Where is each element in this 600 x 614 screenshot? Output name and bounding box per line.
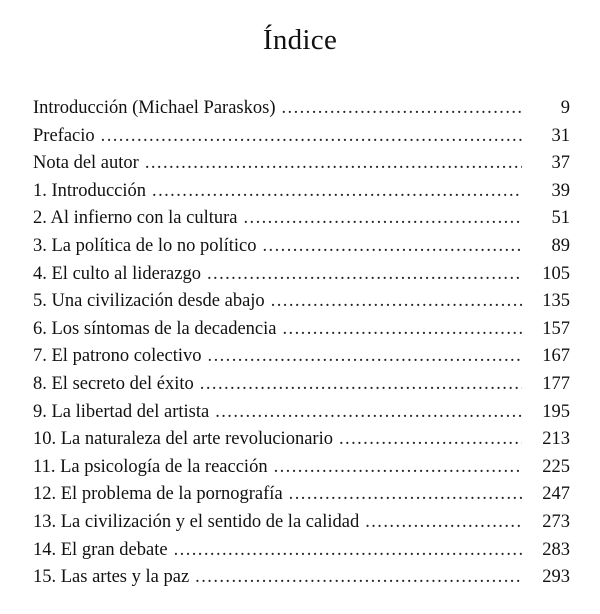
toc-entry-title: 8. El secreto del éxito (33, 373, 194, 394)
toc-entry-page-number: 225 (542, 456, 570, 477)
toc-entry-page-number: 157 (542, 318, 570, 339)
toc-dot-leader (281, 95, 522, 123)
toc-entry-page-number: 213 (542, 429, 570, 450)
toc-entry-page-number: 195 (542, 401, 570, 422)
toc-dot-leader (195, 564, 522, 592)
toc-entry (33, 261, 570, 289)
toc-entry-page-number: 283 (542, 539, 570, 560)
toc-entry-title: 13. La civilización y el sentido de la calidad (33, 511, 360, 532)
toc-dot-leader (289, 481, 522, 509)
toc-dot-leader (174, 537, 522, 565)
toc-entry-title: 9. La libertad del artista (33, 401, 210, 422)
toc-entry-page-number: 247 (542, 484, 570, 505)
toc-dot-leader (243, 205, 522, 233)
toc-entry (33, 233, 570, 261)
toc-entry-title: 11. La psicología de la reacción (33, 456, 268, 477)
toc-dot-leader (274, 454, 522, 482)
toc-entry (33, 95, 570, 123)
toc-entry-title: Nota del autor (33, 153, 139, 174)
toc-dot-leader (263, 233, 523, 261)
toc-entry-title: 7. El patrono colectivo (33, 346, 202, 367)
toc-entry (33, 343, 570, 371)
toc-entry (33, 399, 570, 427)
toc-entry (33, 371, 570, 399)
toc-entry-page-number: 293 (542, 567, 570, 588)
toc-entry-title: 3. La política de lo no político (33, 235, 257, 256)
toc-entry-title: 6. Los síntomas de la decadencia (33, 318, 277, 339)
toc-entry-page-number: 9 (560, 98, 570, 118)
toc-entry-page-number: 177 (542, 373, 570, 394)
toc-dot-leader (207, 261, 522, 289)
toc-entry (33, 454, 570, 482)
toc-entry-page-number: 135 (542, 291, 570, 312)
page-title: Índice (262, 24, 338, 56)
toc-entry (33, 426, 570, 454)
toc-entry (33, 123, 570, 151)
toc-entry-page-number: 37 (551, 153, 570, 174)
toc-dot-leader (208, 343, 522, 371)
toc-entry-title: 4. El culto al liderazgo (33, 263, 201, 284)
toc-entry-page-number: 51 (551, 208, 570, 229)
toc-dot-leader (339, 426, 522, 454)
toc-entry (33, 564, 570, 592)
toc-entry-title: 2. Al infierno con la cultura (33, 208, 238, 229)
toc-dot-leader (200, 371, 522, 399)
table-of-contents (33, 95, 570, 592)
toc-entry-title: 15. Las artes y la paz (33, 567, 190, 588)
toc-entry (33, 537, 570, 565)
toc-entry-page-number: 167 (542, 346, 570, 367)
toc-entry-title: 1. Introducción (33, 180, 147, 201)
toc-dot-leader (283, 316, 523, 344)
toc-entry (33, 150, 570, 178)
toc-entry (33, 178, 570, 206)
toc-dot-leader (365, 509, 522, 537)
toc-entry-title: 14. El gran debate (33, 539, 168, 560)
toc-entry-page-number: 89 (551, 235, 570, 256)
toc-dot-leader (152, 178, 522, 206)
toc-entry-title: 5. Una civilización desde abajo (33, 291, 265, 312)
toc-entry (33, 481, 570, 509)
toc-entry (33, 205, 570, 233)
toc-entry (33, 509, 570, 537)
toc-entry-page-number: 39 (551, 180, 570, 201)
toc-entry-title: Prefacio (33, 125, 95, 146)
toc-dot-leader (101, 123, 522, 151)
toc-entry (33, 288, 570, 316)
toc-entry-title: Introducción (Michael Paraskos) (33, 98, 276, 118)
toc-dot-leader (271, 288, 522, 316)
toc-entry-title: 12. El problema de la pornografía (33, 484, 283, 505)
toc-entry-page-number: 31 (551, 125, 570, 146)
toc-entry-page-number: 105 (542, 263, 570, 284)
toc-dot-leader (145, 150, 522, 178)
toc-entry-title: 10. La naturaleza del arte revolucionario (33, 429, 333, 450)
toc-entry-page-number: 273 (542, 511, 570, 532)
toc-entry (33, 316, 570, 344)
toc-dot-leader (215, 399, 522, 427)
